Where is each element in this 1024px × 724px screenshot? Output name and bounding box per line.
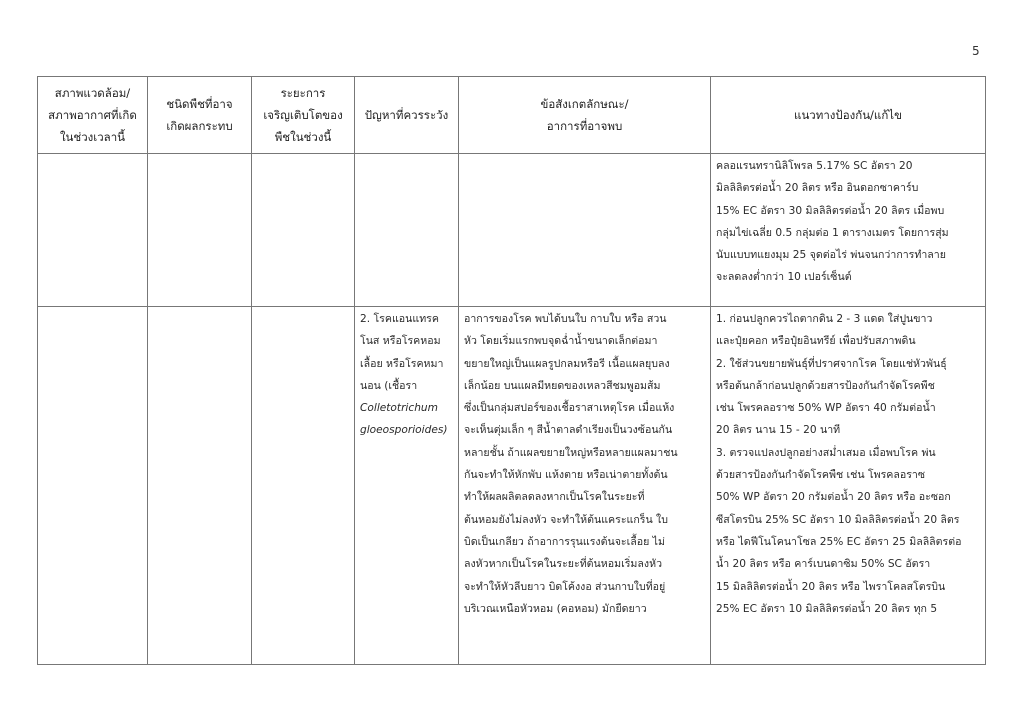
cell-crop [148, 154, 252, 307]
text-line: 2. ใช้ส่วนขยายพันธุ์ที่ปราศจากโรค โดยแช่หัวพันธุ์ [716, 357, 947, 370]
cell-environment [38, 307, 148, 665]
header-line: ปัญหาที่ควรระวัง [364, 108, 449, 122]
text-line: 20 ลิตร นาน 15 - 20 นาที [716, 424, 841, 437]
page-number: 5 [972, 44, 980, 58]
text-line: ต้นหอมยังไม่ลงหัว จะทำให้ต้นแคระแกร็น ใบ [464, 513, 668, 526]
symptom-lines [459, 307, 710, 620]
text-line: เลื้อย หรือโรคหมา [360, 357, 444, 370]
text-line: ซึ่งเป็นกลุ่มสปอร์ของเชื้อราสาเหตุโรค เมื่อแห้ง [464, 402, 675, 415]
crop-advisory-table [37, 76, 986, 665]
header-line: อาการที่อาจพบ [546, 119, 623, 133]
header-line: พืชในช่วงนี้ [274, 130, 332, 144]
cell-symptoms [459, 307, 711, 665]
text-line: และปุ๋ยคอก หรือปุ๋ยอินทรีย์ เพื่อปรับสภาพดิน [716, 335, 916, 348]
header-growth-stage [252, 77, 355, 154]
text-line: หรือต้นกล้าก่อนปลูกด้วยสารป้องกันกำจัดโรคพืช [716, 379, 935, 392]
header-line: ข้อสังเกตลักษณะ/ [540, 97, 629, 111]
table-row [38, 154, 986, 307]
cell-problem [355, 154, 459, 307]
text-line: บริเวณเหนือหัวหอม (คอหอม) มักยืดยาว [464, 602, 647, 615]
text-line: Colletotrichum [360, 402, 438, 415]
table-row [38, 307, 986, 665]
text-line: น้ำ 20 ลิตร หรือ คาร์เบนดาซิม 50% SC อัตรา [716, 558, 931, 571]
text-line: โนส หรือโรคหอม [360, 335, 441, 348]
header-line: ระยะการ [280, 86, 326, 100]
text-line: ลงหัวหากเป็นโรคในระยะที่ต้นหอมเริ่มลงหัว [464, 558, 663, 571]
text-line: หลายชั้น ถ้าแผลขยายใหญ่หรือหลายแผลมาชน [464, 446, 678, 459]
text-line: หรือ ไดฟีโนโคนาโซล 25% EC อัตรา 25 มิลลิลิตรต่อ [716, 535, 962, 548]
header-environment [38, 77, 148, 154]
text-line: กันจะทำให้หักพับ แห้งตาย หรือเน่าตายทั้งต้น [464, 469, 668, 482]
text-line: จะเห็นตุ่มเล็ก ๆ สีน้ำตาลดำเรียงเป็นวงซ้อนกัน [464, 424, 673, 437]
prevention-lines [711, 154, 985, 289]
header-problem [355, 77, 459, 154]
cell-growth-stage [252, 154, 355, 307]
text-line: เล็กน้อย บนแผลมีหยดของเหลวสีชมพูอมส้ม [464, 379, 661, 392]
text-line: จะทำให้หัวลีบยาว บิดโค้งงอ ส่วนกาบใบที่อยู่ [464, 580, 666, 593]
cell-crop [148, 307, 252, 665]
cell-text [252, 307, 354, 308]
cell-growth-stage [252, 307, 355, 665]
cell-prevention [711, 154, 986, 307]
header-line: สภาพอากาศที่เกิด [48, 108, 137, 122]
text-line: กลุ่มไข่เฉลี่ย 0.5 กลุ่มต่อ 1 ตารางเมตร โดยการสุ่ม [716, 226, 949, 239]
cell-text [252, 154, 354, 155]
text-line: 50% WP อัตรา 20 กรัมต่อน้ำ 20 ลิตร หรือ อะซอก [716, 491, 951, 504]
text-line: เช่น โพรคลอราซ 50% WP อัตรา 40 กรัมต่อน้ำ [716, 402, 936, 415]
text-line: นอน (เชื้อรา [360, 379, 418, 392]
text-line: 1. ก่อนปลูกควรไถตากดิน 2 - 3 แดด ใส่ปูนขาว [716, 313, 933, 325]
text-line: 25% EC อัตรา 10 มิลลิลิตรต่อน้ำ 20 ลิตร ทุก 5 [716, 602, 938, 615]
header-crop [148, 77, 252, 154]
header-line: เจริญเติบโตของ [263, 108, 343, 122]
text-line: อาการของโรค พบได้บนใบ กาบใบ หรือ สวน [464, 313, 667, 325]
text-line: ทำให้ผลผลิตลดลงหากเป็นโรคในระยะที่ [464, 491, 645, 504]
header-line: ในช่วงเวลานี้ [59, 130, 126, 144]
text-line: นับแบบทแยงมุม 25 จุดต่อไร่ พ่นจนกว่าการทำลาย [716, 249, 946, 262]
text-line: ซีสโตรบิน 25% SC อัตรา 10 มิลลิลิตรต่อน้ำ 20 ลิตร [716, 513, 960, 526]
text-line: gloeosporioides) [360, 424, 448, 437]
header-symptoms [459, 77, 711, 154]
problem-lines [355, 307, 458, 442]
header-line: ชนิดพืชที่อาจ [166, 97, 233, 111]
text-line: คลอแรนทรานิลิโพรล 5.17% SC อัตรา 20 [716, 160, 913, 172]
cell-text [38, 154, 147, 155]
cell-text [38, 307, 147, 308]
cell-symptoms [459, 154, 711, 307]
cell-text [148, 154, 251, 155]
cell-environment [38, 154, 148, 307]
prevention-lines [711, 307, 985, 620]
text-line: ด้วยสารป้องกันกำจัดโรคพืช เช่น โพรคลอราซ [716, 469, 926, 482]
text-line: จะลดลงต่ำกว่า 10 เปอร์เซ็นต์ [716, 271, 852, 284]
text-line: 3. ตรวจแปลงปลูกอย่างสม่ำเสมอ เมื่อพบโรค พ่น [716, 446, 936, 459]
header-line: สภาพแวดล้อม/ [54, 86, 131, 100]
text-line: ขยายใหญ่เป็นแผลรูปกลมหรือรี เนื้อแผลยุบลง [464, 357, 670, 370]
text-line: 15 มิลลิลิตรต่อน้ำ 20 ลิตร หรือ ไพราโคลสโตรบิน [716, 580, 946, 593]
text-line: 2. โรคแอนแทรค [360, 313, 439, 325]
table-header-row [38, 77, 986, 154]
text-line: มิลลิลิตรต่อน้ำ 20 ลิตร หรือ อินดอกซาคาร์บ [716, 182, 919, 195]
text-line: บิดเป็นเกลียว ถ้าอาการรุนแรงต้นจะเลื้อย ไม่ [464, 535, 665, 548]
header-line: แนวทางป้องกัน/แก้ไข [794, 108, 902, 122]
cell-prevention [711, 307, 986, 665]
text-line: หัว โดยเริ่มแรกพบจุดฉ่ำน้ำขนาดเล็กต่อมา [464, 335, 658, 348]
header-line: เกิดผลกระทบ [166, 119, 233, 133]
header-prevention [711, 77, 986, 154]
text-line: 15% EC อัตรา 30 มิลลิลิตรต่อน้ำ 20 ลิตร เมื่อพบ [716, 204, 945, 217]
cell-text [148, 307, 251, 308]
cell-problem [355, 307, 459, 665]
